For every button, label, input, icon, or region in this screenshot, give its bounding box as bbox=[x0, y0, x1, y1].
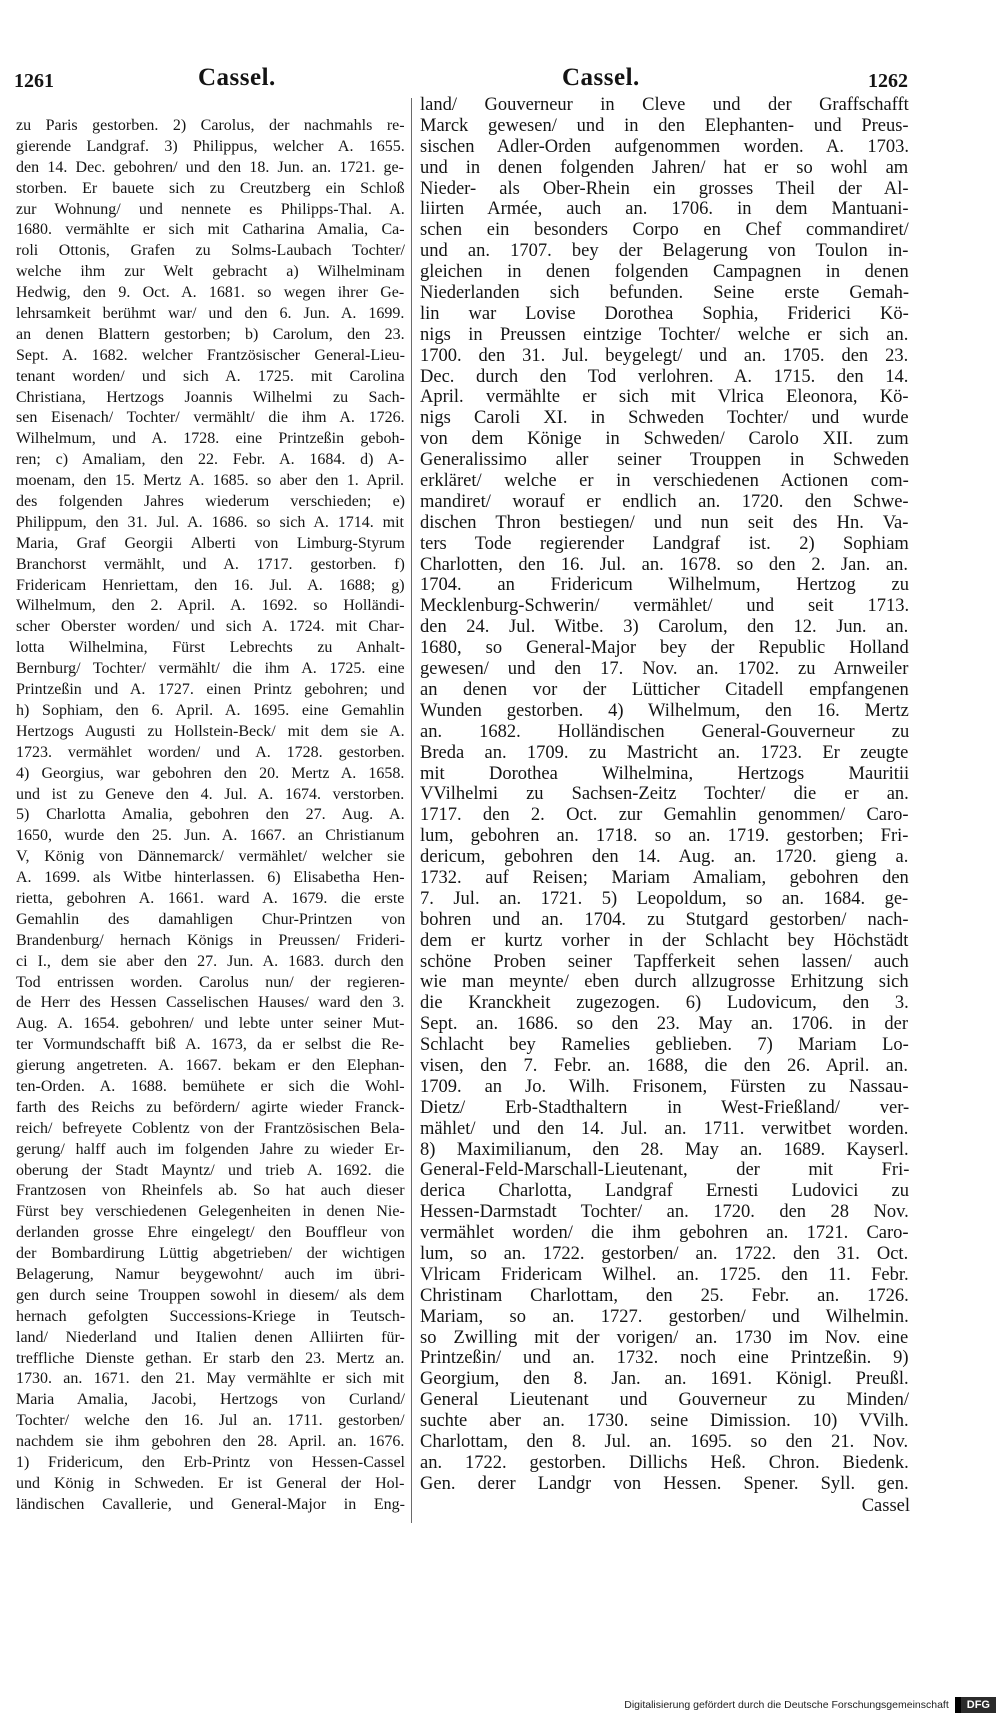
text-line: 1704. an Fridericum Wilhelmum, Hertzog zu bbox=[420, 575, 909, 596]
text-line: lotta Wilhelmina, Fürst Lebrechts zu Anhalt- bbox=[16, 639, 405, 657]
text-line: ländischen Cavallerie, und General-Major in Eng- bbox=[16, 1495, 405, 1513]
page-number-left: 1261 bbox=[14, 70, 54, 92]
text-line: de Herr des Hessen Casselischen Hauses/ ward den 3. bbox=[16, 994, 405, 1012]
text-line: oberung der Stadt Mayntz/ und trieb A. 1692. die bbox=[16, 1161, 405, 1179]
text-line: tenant worden/ und sich A. 1725. mit Carolina bbox=[16, 367, 405, 385]
text-line: Vlricam Fridericam Wilhel. an. 1725. den 11. Febr. bbox=[420, 1264, 909, 1285]
text-line: welche ihm zur Welt gebracht a) Wilhelminam bbox=[16, 263, 405, 281]
text-line: gerung/ halff auch im folgenden Jahre zu wieder Er- bbox=[16, 1140, 405, 1158]
text-line: mandiret/ worauf er endlich an. 1720. den Schwe- bbox=[420, 491, 909, 512]
text-line: zur Wohnung/ und nennete es Philipps-Thal. A. bbox=[16, 200, 405, 218]
column-rule bbox=[411, 98, 412, 1523]
text-line: Charlottam, den 8. Jul. an. 1695. so den 21. Nov. bbox=[420, 1432, 909, 1452]
text-line: der Bombardirung Lüttig abgetrieben/ der wichtigen bbox=[16, 1245, 405, 1263]
text-line: liirten Armée, auch an. 1706. in dem Mantuani- bbox=[420, 199, 909, 220]
text-line: und ist zu Geneve den 4. Jul. A. 1674. verstorben. bbox=[16, 785, 405, 803]
text-line: land/ Gouverneur in Cleve und der Graffschafft bbox=[420, 95, 909, 115]
text-line: mit Dorothea Wilhelmina, Hertzogs Mauritii bbox=[420, 763, 910, 784]
text-line: Hessen-Darmstadt Tochter/ an. 1720. den 28 Nov. bbox=[420, 1202, 909, 1223]
text-line: farth des Reichs zu befördern/ agirte wieder Franck- bbox=[16, 1098, 405, 1116]
text-line: 4) Georgius, war gebohren den 20. Mertz A. 1658. bbox=[16, 764, 405, 782]
text-line: Wunden gestorben. 4) Wilhelmum, den 16. Mertz bbox=[420, 700, 909, 721]
text-line: Aug. A. 1654. gebohren/ und lebte unter seiner Mut- bbox=[16, 1015, 405, 1033]
text-line: gen durch seine Trouppen sowohl in diesem/ als dem bbox=[16, 1286, 405, 1304]
text-line: Maria Amalia, Jacobi, Hertzogs von Curland/ bbox=[16, 1391, 405, 1409]
text-line: Tod entrissen worden. Carolus nun/ der regieren- bbox=[16, 973, 405, 991]
text-line: wie man meynte/ eben durch allzugrosse Erhitzung sich bbox=[420, 972, 909, 993]
text-line: Tochter/ welche den 16. Jul an. 1711. gestorben/ bbox=[16, 1412, 405, 1430]
text-line: Philippum, den 31. Jul. A. 1686. so sich A. 1714. mit bbox=[16, 513, 404, 531]
text-line: schen ein besonders Corpo en Chef commandiret/ bbox=[420, 220, 909, 241]
text-line: und an. 1707. bey der Belagerung von Toulon in- bbox=[420, 241, 909, 262]
text-line: nachdem sie ihm gebohren den 28. April. an. 1676. bbox=[16, 1433, 405, 1451]
text-line: A. 1699. als Witbe hinterlassen. 6) Elisabetha Hen- bbox=[16, 869, 405, 887]
text-line: 1709. an Jo. Wilh. Frisonem, Fürsten zu Nassau- bbox=[420, 1076, 909, 1097]
text-line: mählet/ und den 14. Jul. an. 1711. verwitbet worden. bbox=[420, 1118, 909, 1139]
text-line: Georgium, den 8. Jan. an. 1691. Königl. Preußl. bbox=[420, 1369, 909, 1390]
text-line: an denen Blattern gestorben; b) Carolum, den 23. bbox=[16, 325, 405, 343]
text-line: 1732. auf Reisen; Mariam Amaliam, gebohren den bbox=[420, 867, 909, 888]
text-line: ten-Orden. A. 1688. bemühete er sich die Wohl- bbox=[16, 1077, 405, 1095]
text-line: General Lieutenant und Gouverneur zu Minden/ bbox=[420, 1390, 909, 1411]
text-line: des folgenden Jahres wiederum verschieden; e) bbox=[16, 493, 405, 511]
text-line: visen, den 7. Febr. an. 1688, die den 26. April. an. bbox=[420, 1055, 908, 1076]
text-line: rietta, gebohren A. 1661. ward A. 1679. die erste bbox=[16, 889, 405, 907]
text-line: nigs in Preussen eintzige Tochter/ welche er sich an. bbox=[420, 324, 909, 345]
text-line: Sept. an. 1686. so den 23. May an. 1706. in der bbox=[420, 1014, 908, 1035]
text-line: von dem Könige in Schweden/ Carolo XII. zum bbox=[420, 429, 909, 450]
running-head-left: Cassel. bbox=[198, 64, 276, 91]
text-line: 1717. den 2. Oct. zur Gemahlin genommen/ Caro- bbox=[420, 805, 909, 826]
text-line: Gemahlin des damahligen Chur-Printzen von bbox=[16, 910, 406, 928]
text-line: Mecklenburg-Schwerin/ vermählet/ und seit 1713. bbox=[420, 596, 910, 617]
text-line: derlanden grosse Ehre eingelegt/ den Bouffleur von bbox=[16, 1224, 405, 1242]
text-line: Schlacht bey Ramelies geblieben. 7) Mariam Lo- bbox=[420, 1035, 909, 1056]
text-line: lin war Lovise Dorothea Sophia, Friderici Kö- bbox=[420, 303, 909, 324]
text-line: Gen. derer Landgr von Hessen. Spener. Syll. gen. bbox=[420, 1473, 909, 1494]
text-line: General-Feld-Marschall-Lieutenant, der mit Fri- bbox=[420, 1160, 910, 1181]
text-line: 1730. an. 1671. den 21. May vermählte er sich mit bbox=[16, 1370, 405, 1388]
text-line: vermählet worden/ die ihm gebohren an. 1721. Caro- bbox=[420, 1223, 909, 1244]
text-line: 1723. vermählet worden/ und A. 1728. gestorben. bbox=[16, 743, 405, 761]
text-line: Fridericam Henriettam, den 16. Jul. A. 1688; g) bbox=[16, 576, 405, 594]
text-line: Sept. A. 1682. welcher Frantzösischer General-Lieu- bbox=[16, 346, 405, 364]
text-line: und König in Schweden. Er ist General der Hol- bbox=[16, 1474, 405, 1492]
text-line: 1680, so General-Major bey der Republic Holland bbox=[420, 638, 909, 659]
text-line: nigs Caroli XI. in Schweden Tochter/ und wurde bbox=[420, 408, 909, 429]
text-line: den 14. Dec. gebohren/ und den 18. Jun. an. 1721. ge- bbox=[16, 158, 404, 176]
text-line: sen Eisenach/ Tochter/ vermählt/ die ihm A. 1726. bbox=[16, 409, 405, 427]
text-line: dem er kurtz vorher in der Schlacht bey Höchstädt bbox=[420, 930, 909, 951]
text-line: an. 1682. Holländischen General-Gouverneur zu bbox=[420, 721, 910, 742]
text-line: 1) Fridericum, den Erb-Printz von Hessen-Cassel bbox=[16, 1454, 405, 1471]
text-line: Frantzosen von Rheinfels ab. So hat auch dieser bbox=[16, 1182, 405, 1200]
text-line: 1650, wurde den 25. Jun. A. 1667. an Christianum bbox=[16, 827, 405, 845]
text-line: Wilhelmum, und A. 1728. eine Printzeßin geboh- bbox=[16, 430, 405, 448]
text-line: ci I., dem sie aber den 27. Jun. A. 1683. durch den bbox=[16, 952, 404, 970]
running-head-right: Cassel. bbox=[562, 64, 640, 91]
page-number-right: 1262 bbox=[868, 70, 908, 92]
dfg-logo: DFG bbox=[955, 1697, 996, 1713]
text-line: 1680. vermählte er sich mit Catharina Amalia, Ca- bbox=[16, 221, 405, 239]
text-line: Nieder- als Ober-Rhein ein grosses Theil der Al- bbox=[420, 178, 909, 199]
text-line: Breda an. 1709. zu Mastricht an. 1723. Er zeugte bbox=[420, 742, 909, 763]
text-line: moenam, den 15. Mertz A. 1685. so aber den 1. April. bbox=[16, 472, 404, 490]
text-line: und in denen folgenden Jahren/ hat er so wohl am bbox=[420, 157, 909, 178]
text-line: Dec. durch den Tod verlohren. A. 1715. den 14. bbox=[420, 366, 909, 387]
text-line: an. 1722. gestorben. Dillichs Heß. Chron. Biedenk. bbox=[420, 1452, 909, 1473]
text-line: gierende Landgraf. 3) Philippus, welcher A. 1655. bbox=[16, 137, 405, 155]
text-line: V, König von Dännemarck/ vermählet/ welcher sie bbox=[16, 848, 405, 866]
text-line: 5) Charlotta Amalia, gebohren den 27. Aug. A. bbox=[16, 806, 405, 824]
text-line: storben. Er bauete sich zu Creutzberg ein Schloß bbox=[16, 179, 405, 197]
text-line: lehrsamkeit berühmt war/ und den 6. Jun. A. 1699. bbox=[16, 305, 405, 323]
text-line: ter Vormundschafft biß A. 1673, da er selbst die Re- bbox=[16, 1036, 405, 1054]
text-line: VVilhelmi zu Sachsen-Zeitz Tochter/ die er an. bbox=[420, 784, 909, 805]
text-line: Niederlanden sich befunden. Seine erste Gemah- bbox=[420, 283, 909, 304]
text-line: Fürst bey verschiedenen Gelegenheiten in denen Nie- bbox=[16, 1203, 405, 1221]
text-line: dericum, gebohren den 14. Aug. an. 1720. gieng a. bbox=[420, 847, 909, 868]
text-line: ters Tode regierender Landgraf ist. 2) Sophiam bbox=[420, 533, 909, 554]
text-line: Mariam, so an. 1727. gestorben/ und Wilhelmin. bbox=[420, 1306, 909, 1327]
text-line: gierung angetreten. A. 1667. bekam er den Elephan- bbox=[16, 1057, 405, 1075]
text-line: an denen vor der Lütticher Citadell empfangenen bbox=[420, 679, 909, 700]
text-line: ren; c) Amaliam, den 22. Febr. A. 1684. d) A- bbox=[16, 451, 405, 469]
text-line: Belagerung, Namur beygewohnt/ auch im übri- bbox=[16, 1265, 405, 1283]
text-line: h) Sophiam, den 6. April. A. 1695. eine Gemahlin bbox=[16, 701, 405, 719]
text-line: Dietz/ Erb-Stadthaltern in West-Frießland/ ver- bbox=[420, 1097, 910, 1118]
text-line: Hertzogs Augusti zu Hollstein-Beck/ mit dem sie A. bbox=[16, 722, 405, 740]
text-line: hernach gefolgten Successions-Kriege in Teutsch- bbox=[16, 1307, 406, 1325]
text-line: Bernburg/ Tochter/ vermählt/ die ihm A. 1725. eine bbox=[16, 660, 405, 678]
text-line: Christiana, Hertzogs Joannis Wilhelmi zu Sach- bbox=[16, 388, 405, 406]
text-line: April. vermählte er sich mit Vlrica Eleonora, Kö- bbox=[420, 387, 909, 408]
text-line: reich/ befreyete Coblentz von der Frantzösischen Bela- bbox=[16, 1119, 405, 1137]
text-line: 1700. den 31. Jul. beygelegt/ und an. 1705. den 23. bbox=[420, 345, 909, 366]
text-line: schöne Proben seiner Tapfferkeit sehen lassen/ auch bbox=[420, 951, 909, 972]
text-line: den 24. Jul. Witbe. 3) Carolum, den 12. Jun. an. bbox=[420, 617, 909, 638]
text-line: 7. Jul. an. 1721. 5) Leopoldum, so an. 1684. ge- bbox=[420, 888, 909, 909]
text-line: lum, so an. 1722. gestorben/ an. 1722. den 31. Oct. bbox=[420, 1243, 909, 1264]
text-line: roli Ottonis, Grafen zu Solms-Laubach Tochter/ bbox=[16, 242, 405, 260]
text-line: die Kranckheit zugezogen. 6) Ludovicum, den 3. bbox=[420, 993, 909, 1014]
text-line: Printzeßin/ und an. 1732. noch eine Printzeßin. 9) bbox=[420, 1348, 909, 1369]
text-line: so Zwilling mit der vorigen/ an. 1730 im Nov. eine bbox=[420, 1327, 909, 1348]
text-line: gleichen in denen folgenden Campagnen in denen bbox=[420, 262, 909, 283]
text-line: bohren und an. 1704. zu Stutgard gestorben/ nach- bbox=[420, 909, 909, 930]
left-column bbox=[16, 116, 406, 1516]
text-line: scher Oberster worden/ und sich A. 1724. mit Char- bbox=[16, 618, 405, 636]
text-line: Christinam Charlottam, den 25. Febr. an. 1726. bbox=[420, 1285, 909, 1306]
text-line: erkläret/ welche er in verschiedenen Actionen com- bbox=[420, 471, 909, 492]
text-line: Wilhelmum, den 2. April. A. 1692. so Holländi- bbox=[16, 597, 405, 615]
text-line: 8) Maximilianum, den 28. May an. 1689. Kayserl. bbox=[420, 1139, 909, 1160]
text-line: Brandenburg/ hernach Königs in Preussen/ Frideri- bbox=[16, 931, 405, 949]
text-line: lum, gebohren an. 1718. so an. 1719. gestorben; Fri- bbox=[420, 826, 909, 847]
text-line: Branchorst vermählt, und A. 1717. gestorben. f) bbox=[16, 555, 405, 573]
text-line: sischen Adler-Orden aufgenommen worden. A. 1703. bbox=[420, 136, 909, 157]
text-line: land/ Niederland und Italien denen Alliirten für- bbox=[16, 1328, 405, 1346]
text-line: Charlotten, den 16. Jul. an. 1678. so den 2. Jan. an. bbox=[420, 554, 908, 575]
text-line: Hedwig, den 9. Oct. A. 1681. so wegen ihrer Ge- bbox=[16, 284, 405, 302]
digitization-credit: Digitalisierung gefördert durch die Deutsche Forschungsgemeinschaft bbox=[624, 1699, 949, 1711]
text-line: gewesen/ und den 17. Nov. an. 1702. zu Arnweiler bbox=[420, 659, 909, 680]
text-line: Marck gewesen/ und in den Elephanten- und Preus- bbox=[420, 115, 909, 136]
text-line: Printzeßin und A. 1727. einen Printz gebohren; und bbox=[16, 681, 405, 699]
text-line: treffliche Dienste gethan. Er starb den 23. Mertz an. bbox=[16, 1349, 405, 1367]
text-line: Generalissimo aller seiner Trouppen in Schweden bbox=[420, 450, 909, 471]
footer bbox=[520, 1696, 996, 1714]
text-line: derica Charlotta, Landgraf Ernesti Ludovici zu bbox=[420, 1181, 909, 1202]
catchword: Cassel bbox=[861, 1495, 910, 1516]
text-line: dischen Thron bestiegen/ und nun seit des Hn. Va- bbox=[420, 512, 909, 533]
text-line: suchte aber an. 1730. seine Dimission. 10) VVilh. bbox=[420, 1411, 909, 1432]
right-column bbox=[420, 95, 910, 1517]
text-line: Maria, Graf Georgii Alberti von Limburg-Styrum bbox=[16, 534, 405, 552]
text-line: zu Paris gestorben. 2) Carolus, der nachmahls re- bbox=[16, 117, 405, 134]
